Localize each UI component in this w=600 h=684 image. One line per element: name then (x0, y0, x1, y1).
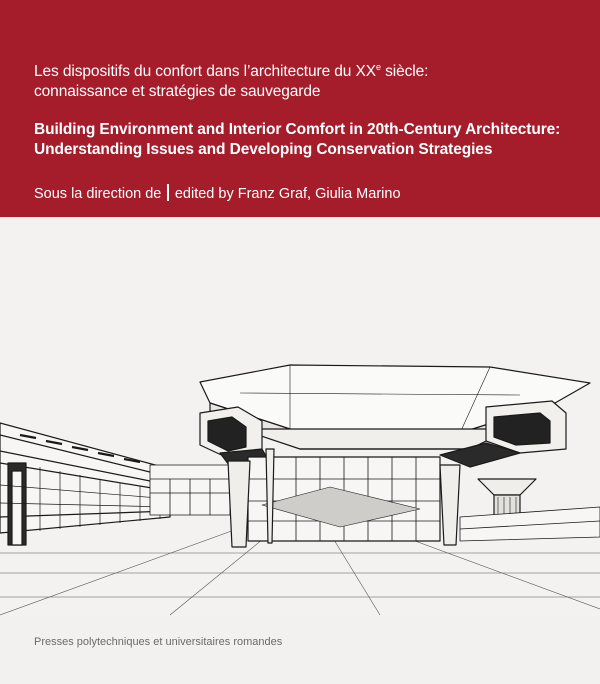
title-english (34, 120, 594, 160)
title-english-line2: Understanding Issues and Developing Conservation Strategies (34, 141, 493, 158)
title-english-line1: Building Environment and Interior Comfort in 20th-Century Architecture: (34, 121, 561, 138)
credit-english: edited by Franz Graf, Giulia Marino (174, 186, 401, 202)
title-french-line1-end: siècle: (380, 63, 429, 80)
editors-credit (34, 184, 401, 203)
title-band (0, 0, 600, 217)
architectural-drawing (0, 217, 600, 617)
title-french-line2: connaissance et stratégies de sauvegarde (34, 83, 321, 100)
credit-separator (167, 184, 169, 201)
title-french-line1: Les dispositifs du confort dans l’architecture du XX (34, 63, 377, 80)
publisher-name: Presses polytechniques et universitaires romandes (34, 636, 283, 648)
title-french (34, 62, 574, 102)
credit-french: Sous la direction de (34, 186, 162, 202)
canopy-underside (240, 429, 510, 449)
glass-hall (248, 457, 440, 541)
title-french-superscript: e (376, 62, 381, 72)
distant-building (150, 465, 230, 515)
right-building (460, 507, 600, 541)
left-building (0, 423, 170, 545)
